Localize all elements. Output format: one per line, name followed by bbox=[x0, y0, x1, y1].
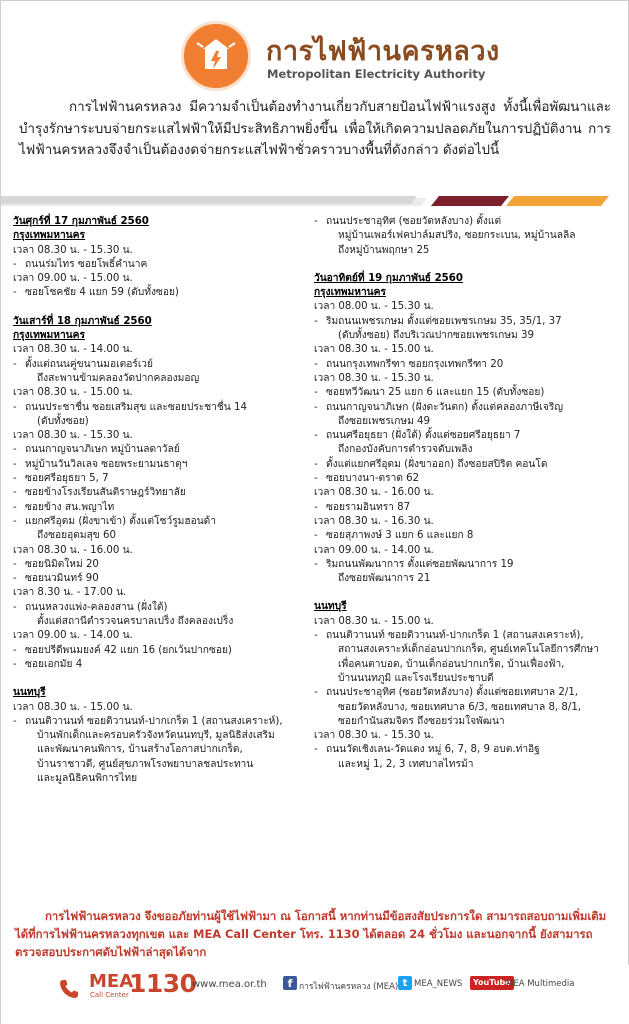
intro-paragraph: การไฟฟ้านครหลวง มีความจำเป็นต้องทำงานเกี่ยวกับสายป้อนไฟฟ้าแรงสูง ทั้งนี้เพื่อพัฒนาและบำรุงรักษาระบบจ่ายกระแสไฟฟ้าให้มีประสิทธิภาพยิ่งขึ้น เพื่อให้เกิดความปลอดภัยในการปฏิบัติงาน การไฟฟ้านครหลวงจึงจำเป็นต้องงดจ่ายกระแสไฟฟ้าชั่วคราวบางพื้นที่ดังกล่าว ดังต่อไปนี้ bbox=[19, 100, 611, 158]
list-item: - ซอยทวีวัฒนา 25 แยก 6 และแยก 15 (ดับทั้งซอย) bbox=[314, 387, 545, 399]
list-item: - ถนนศรีอยุธยา (ฝั่งใต้) ตั้งแต่ซอยศรีอยุธยา 7 ถึงกองบังคับการตำรวจดับเพลิง bbox=[314, 430, 521, 456]
region-heading: กรุงเทพมหานคร bbox=[13, 230, 85, 242]
time-range: เวลา 08.30 น. - 16.00 น. bbox=[314, 487, 434, 499]
list-item: - ตั้งแต่แยกศรีอุดม (ฝั่งขาออก) ถึงซอยสปิริต คอนโด bbox=[314, 458, 548, 470]
time-range: เวลา 08.30 น. - 15.00 น. bbox=[13, 387, 133, 399]
facebook-link[interactable]: การไฟฟ้านครหลวง (MEA) bbox=[299, 982, 399, 992]
time-range: เวลา 08.30 น. - 14.00 น. bbox=[13, 344, 133, 356]
twitter-icon[interactable]: t bbox=[398, 976, 412, 990]
list-item: - ซอยข้าง สน.พญาไท bbox=[13, 501, 115, 513]
list-item: - ถนนติวานนท์ ซอยติวานนท์-ปากเกร็ด 1 (สถานสงเคราะห์), สถานสงเคราะห์เด็กอ่อนปากเกร็ด, ศูนย์เทคโนโลยีการศึกษา เพื่อคนตาบอด, บ้านเด็กอ่อนปากเกร็ด, บ้านเฟื่องฟ้า, บ้านนนทภูมิ และโรงเรียนประชาบดี bbox=[314, 630, 599, 684]
phone-icon bbox=[57, 977, 81, 1001]
left-column bbox=[13, 215, 303, 786]
time-range: เวลา 08.30 น. - 15.30 น. bbox=[314, 372, 434, 384]
brand-name-thai: การไฟฟ้านครหลวง bbox=[266, 36, 500, 67]
website-link[interactable]: www.mea.or.th bbox=[192, 979, 267, 990]
brand-name-english: Metropolitan Electricity Authority bbox=[267, 67, 486, 81]
call-center-label: Call Center bbox=[90, 991, 129, 999]
mea-logo-icon bbox=[181, 21, 251, 91]
time-range: เวลา 08.30 น. - 16.30 น. bbox=[314, 515, 434, 527]
mea-label: MEA bbox=[89, 971, 134, 992]
time-range: เวลา 08.30 น. - 16.00 น. bbox=[13, 544, 133, 556]
twitter-link[interactable]: MEA_NEWS bbox=[414, 979, 463, 989]
contact-footer bbox=[1, 965, 629, 1024]
time-range: เวลา 08.30 น. - 15.30 น. bbox=[13, 244, 133, 256]
list-item: - ถนนวัดเชิงเลน-วัดแดง หมู่ 6, 7, 8, 9 อบต.ท่าอิฐ และหมู่ 1, 2, 3 เทศบาลไทรม้า bbox=[314, 744, 540, 770]
list-item: - ถนนกาญจนาภิเษก หมู่บ้านลดาวัลย์ bbox=[13, 444, 180, 456]
list-item: - ถนนกรุงเทพกรีฑา ซอยกรุงเทพกรีฑา 20 bbox=[314, 358, 504, 370]
list-item: - ถนนหลวงแพ่ง-คลองสาน (ฝั่งใต้) ตั้งแต่สถานีตำรวจนครบาลเปร็ง ถึงคลองเปร็ง bbox=[13, 601, 234, 628]
youtube-link[interactable]: MEA Multimedia bbox=[506, 979, 575, 989]
list-item: - ถนนประชาอุทิศ (ซอยวัดหลังบาง) ตั้งแต่ซอยเทศบาล 2/1, ซอยวัดหลังบาง, ซอยเทศบาล 6/3, ซอยเทศบาล 8, 8/1, ซอยกำนันสมจิตร ถึงซอยร่วมใจพัฒนา bbox=[314, 687, 582, 727]
call-center-number[interactable]: 1130 bbox=[129, 969, 197, 998]
list-item: - ถนนกาญจนาภิเษก (ฝั่งตะวันตก) ตั้งแต่คลองภาษีเจริญ ถึงซอยเพชรเกษม 49 bbox=[314, 401, 564, 427]
region-heading: นนทบุรี bbox=[314, 601, 347, 613]
time-range: เวลา 09.00 น. - 14.00 น. bbox=[314, 544, 434, 556]
time-range: เวลา 09.00 น. - 14.00 น. bbox=[13, 630, 133, 642]
list-item: - ซอยนิมิตใหม่ 20 bbox=[13, 558, 99, 570]
list-item: - แยกศรีอุดม (ฝั่งขาเข้า) ตั้งแต่โชว์รูมฮอนด้า ถึงซอยอุดมสุข 60 bbox=[13, 515, 217, 542]
day-heading: วันอาทิตย์ที่ 19 กุมภาพันธ์ 2560 bbox=[314, 272, 463, 284]
list-item: - ตั้งแต่ถนนคู่ขนานมอเตอร์เวย์ ถึงสะพานข้ามคลองวัดปากคลองมอญ bbox=[13, 358, 200, 384]
list-item: - ซอยโชคชัย 4 แยก 59 (ดับทั้งซอย) bbox=[13, 287, 179, 299]
region-heading: นนทบุรี bbox=[13, 687, 46, 699]
time-range: เวลา 08.30 น. - 15.30 น. bbox=[314, 730, 434, 742]
day-heading: วันศุกร์ที่ 17 กุมภาพันธ์ 2560 bbox=[13, 216, 149, 227]
time-range: เวลา 08.30 น. - 15.00 น. bbox=[13, 701, 133, 713]
youtube-icon[interactable]: YouTube bbox=[470, 976, 514, 990]
apology-note: การไฟฟ้านครหลวง จึงขออภัยท่านผู้ใช้ไฟฟ้ามา ณ โอกาสนี้ หากท่านมีข้อสงสัยประการใด สามารถสอบถามเพิ่มเติมได้ที่การไฟฟ้านครหลวงทุกเขต และ MEA Call Center โทร. 1130 ได้ตลอด 24 ชั่วโมง และนอกจากนี้ ยังสามารถตรวจสอบประกาศดับไฟฟ้าล่าสุดได้จาก bbox=[15, 909, 607, 959]
list-item: - หมู่บ้านวันวิลเลจ ซอยพระยามนธาตุฯ bbox=[13, 458, 188, 470]
right-column bbox=[314, 215, 619, 772]
region-heading: กรุงเทพมหานคร bbox=[314, 287, 386, 299]
list-item: - ซอยข้างโรงเรียนสันติราษฎร์วิทยาลัย bbox=[13, 487, 186, 499]
list-item: - ซอยเอกมัย 4 bbox=[13, 658, 83, 670]
time-range: เวลา 08.00 น. - 15.30 น. bbox=[314, 301, 434, 313]
time-range: เวลา 09.00 น. - 15.00 น. bbox=[13, 273, 133, 285]
decorative-stripe bbox=[1, 194, 629, 206]
time-range: เวลา 8.30 น. - 17.00 น. bbox=[13, 587, 127, 599]
region-heading: กรุงเทพมหานคร bbox=[13, 330, 85, 342]
header bbox=[1, 11, 629, 83]
list-item: - ซอยศรีอยุธยา 5, 7 bbox=[13, 473, 109, 485]
list-item: - ริมถนนเพชรเกษม ตั้งแต่ซอยเพชรเกษม 35, 35/1, 37 (ดับทั้งซอย) ถึงบริเวณปากซอยเพชรเกษม 39 bbox=[314, 315, 562, 342]
day-heading: วันเสาร์ที่ 18 กุมภาพันธ์ 2560 bbox=[13, 315, 152, 327]
list-item: - ถนนติวานนท์ ซอยติวานนท์-ปากเกร็ด 1 (สถานสงเคราะห์), บ้านพักเด็กและครอบครัวจังหวัดนนทบุรี, มูลนิธิส่งเสริม และพัฒนาคนพิการ, บ้านสร้างโอกาสปากเกร็ด, บ้านราชาวดี, ศูนย์สุขภาพโรงพยาบาลชลประทาน และมูลนิธิคนพิการไทย bbox=[13, 715, 283, 784]
list-item: - ซอยรามอินทรา 87 bbox=[314, 501, 411, 513]
list-item: - ถนนประชาอุทิศ (ซอยวัดหลังบาง) ตั้งแต่ หมู่บ้านเพอร์เฟคปาล์มสปริง, ซอยกระเบน, หมู่บ้านลลิล ถึงหมู่บ้านพฤกษา 25 bbox=[314, 216, 576, 256]
time-range: เวลา 08.30 น. - 15.30 น. bbox=[13, 430, 133, 442]
list-item: - ถนนประชาชื่น ซอยเสริมสุข และซอยประชาชื่น 14 (ดับทั้งซอย) bbox=[13, 401, 247, 427]
time-range: เวลา 08.30 น. - 15.00 น. bbox=[314, 344, 434, 356]
list-item: - ถนนร่มไทร ซอยโพธิ์คำนาค bbox=[13, 258, 148, 270]
facebook-icon[interactable]: f bbox=[283, 976, 297, 990]
list-item: - ซอยนวมินทร์ 90 bbox=[13, 573, 99, 585]
list-item: - ริมถนนพัฒนาการ ตั้งแต่ซอยพัฒนาการ 19 ถึงซอยพัฒนาการ 21 bbox=[314, 558, 514, 585]
time-range: เวลา 08.30 น. - 15.00 น. bbox=[314, 615, 434, 627]
list-item: - ซอยปรีดีพนมยงค์ 42 แยก 16 (ยกเว้นปากซอย) bbox=[13, 644, 232, 656]
list-item: - ซอยบางนา-ตราด 62 bbox=[314, 473, 420, 485]
list-item: - ซอยสุภาพงษ์ 3 แยก 6 และแยก 8 bbox=[314, 530, 474, 542]
